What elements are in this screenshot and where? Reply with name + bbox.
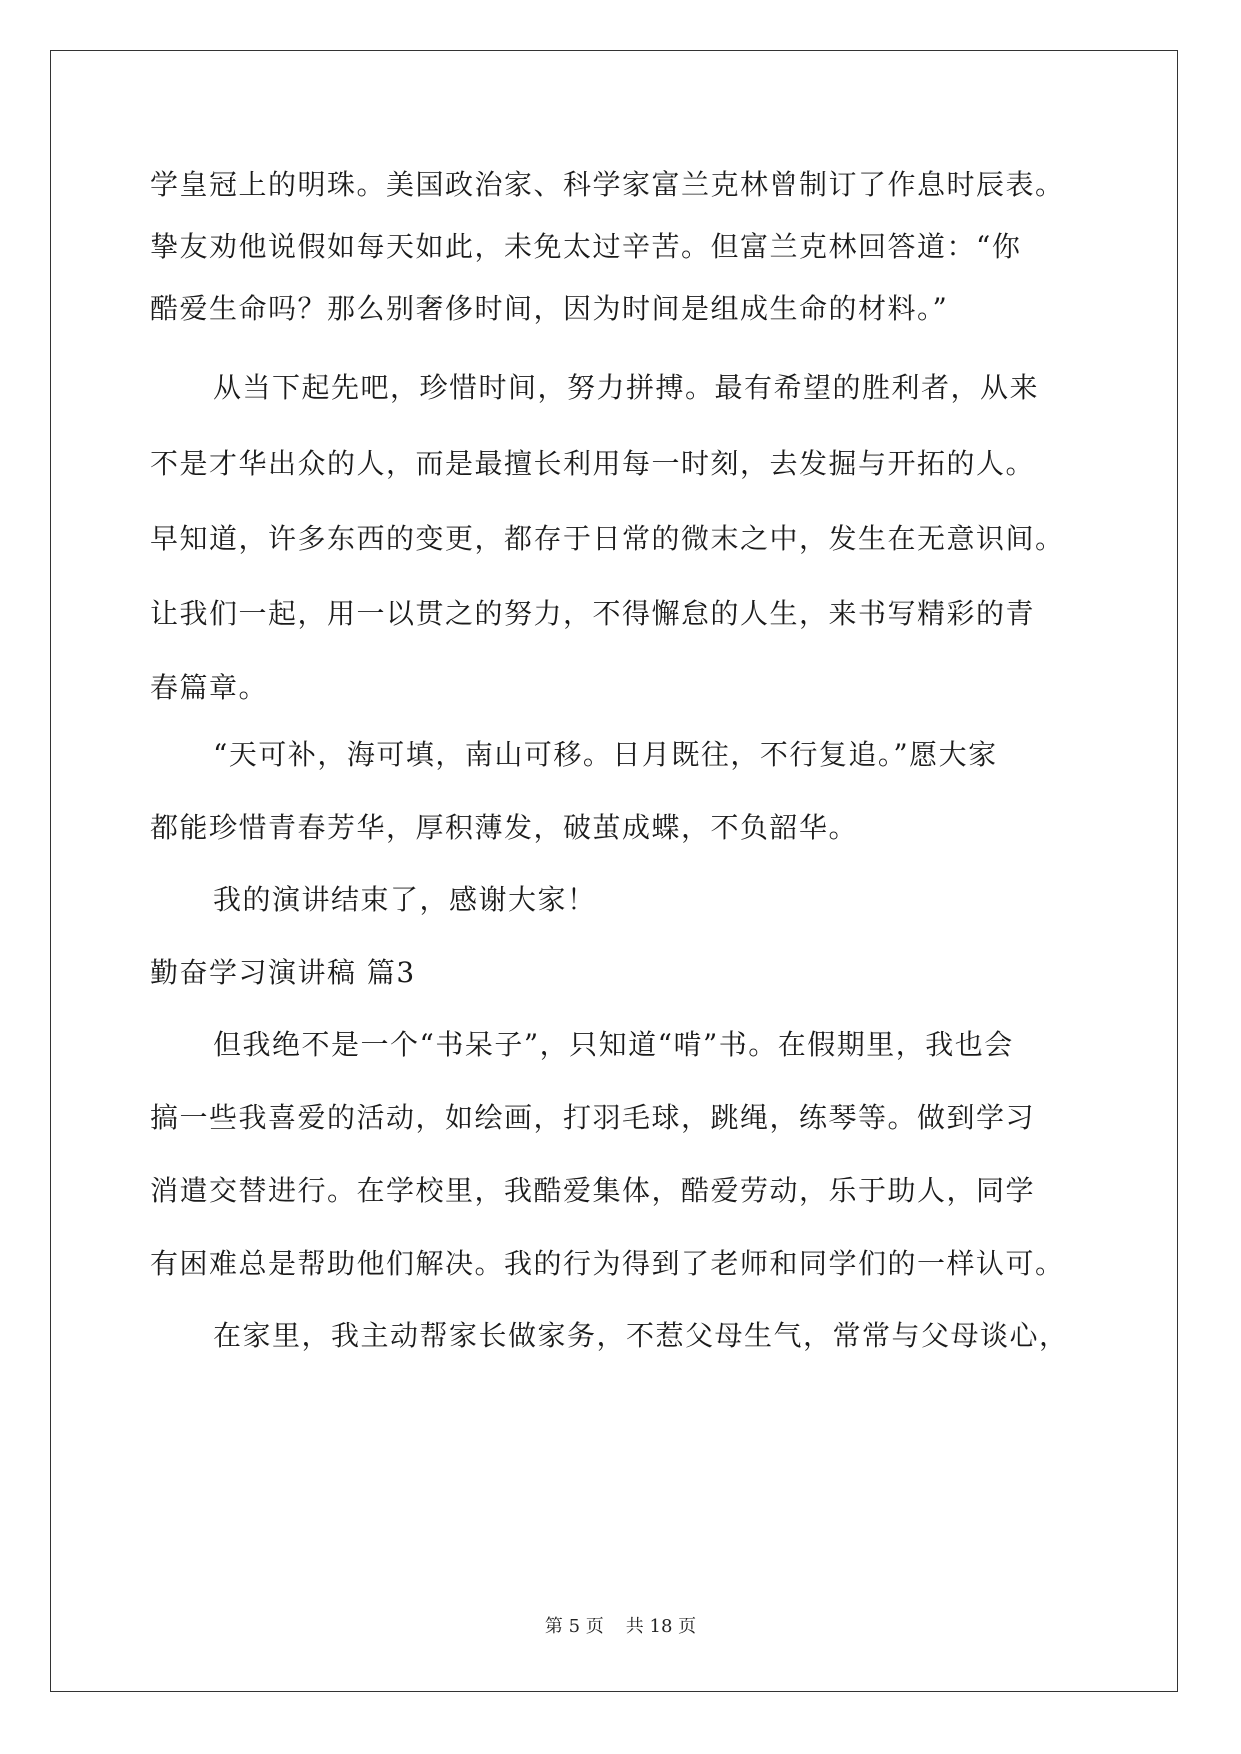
body-line-3: 酷爱生命吗？那么别奢侈时间，因为时间是组成生命的材料。” (150, 292, 949, 325)
body-line-2: 挚友劝他说假如每天如此，未免太过辛苦。但富兰克林回答道：“你 (150, 230, 1022, 263)
body-line-8: 春篇章。 (150, 671, 269, 704)
body-line-10: 都能珍惜青春芳华，厚积薄发，破茧成蝶，不负韶华。 (150, 811, 859, 844)
body-line-7: 让我们一起，用一以贯之的努力，不得懈怠的人生，来书写精彩的青 (150, 597, 1036, 630)
body-line-15: 有困难总是帮助他们解决。我的行为得到了老师和同学们的一样认可。 (150, 1247, 1065, 1280)
section-heading: 勤奋学习演讲稿 篇3 (150, 956, 416, 989)
page-total: 共 18 页 (625, 1616, 697, 1637)
body-line-4: 从当下起先吧，珍惜时间，努力拼搏。最有希望的胜利者，从来 (213, 371, 1040, 404)
body-line-12: 但我绝不是一个“书呆子”，只知道“啃”书。在假期里，我也会 (213, 1028, 1014, 1061)
body-line-13: 搞一些我喜爱的活动，如绘画，打羽毛球，跳绳，练琴等。做到学习 (150, 1101, 1036, 1134)
page-number: 第 5 页 (544, 1616, 604, 1637)
body-line-11: 我的演讲结束了，感谢大家！ (213, 883, 597, 916)
body-line-1: 学皇冠上的明珠。美国政治家、科学家富兰克林曾制订了作息时辰表。 (150, 168, 1065, 201)
body-line-16: 在家里，我主动帮家长做家务，不惹父母生气，常常与父母谈心， (213, 1319, 1069, 1352)
body-line-14: 消遣交替进行。在学校里，我酷爱集体，酷爱劳动，乐于助人，同学 (150, 1174, 1036, 1207)
body-line-9: “天可补，海可填，南山可移。日月既往，不行复追。”愿大家 (213, 738, 998, 771)
page-footer (0, 1615, 1241, 1639)
body-line-6: 早知道，许多东西的变更，都存于日常的微末之中，发生在无意识间。 (150, 522, 1065, 555)
body-line-5: 不是才华出众的人，而是最擅长利用每一时刻，去发掘与开拓的人。 (150, 447, 1036, 480)
